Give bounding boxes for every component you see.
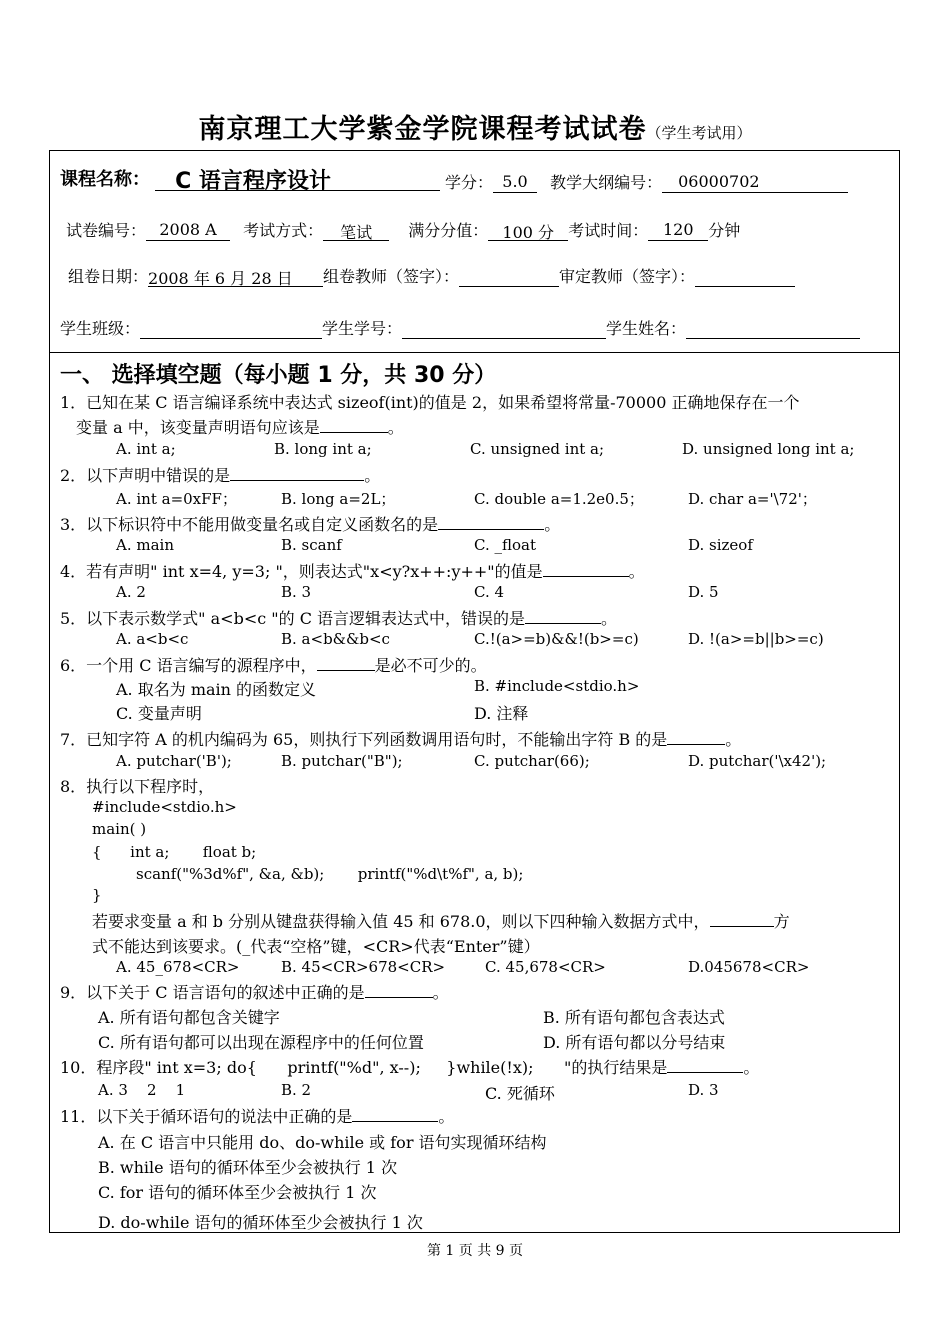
option-4a: A. 2: [116, 583, 146, 601]
student-name-label: 学生姓名：: [606, 319, 687, 338]
credit-label: 学分：: [445, 173, 494, 192]
question-6-text-pre: 6．一个用 C 语言编写的源程序中，: [60, 656, 317, 675]
option-6c: C. 变量声明: [116, 704, 202, 723]
question-1-text: 变量 a 中，该变量声明语句应该是: [76, 418, 320, 437]
option-7c: C. putchar(66);: [474, 752, 590, 770]
answer-blank-4[interactable]: [543, 560, 629, 577]
question-8-text-2: 式不能达到该要求。(_代表“空格”键，<CR>代表“Enter”键）: [92, 937, 540, 956]
question-10-end: 。: [743, 1058, 760, 1077]
option-11a: A. 在 C 语言中只能用 do、do-while 或 for 语句实现循环结构: [98, 1133, 547, 1152]
option-11c: C. for 语句的循环体至少会被执行 1 次: [98, 1183, 377, 1202]
option-8d: D.045678<CR>: [688, 958, 810, 976]
header-divider: [49, 352, 900, 353]
answer-blank-11[interactable]: [352, 1105, 438, 1122]
option-6b: B. #include<stdio.h>: [474, 677, 640, 695]
syllabus-value: 06000702: [662, 172, 848, 193]
exam-mode-value: 笔试: [323, 220, 389, 241]
credit-group: [445, 170, 848, 193]
question-9-end: 。: [432, 983, 449, 1002]
code-line-1: #include<stdio.h>: [92, 798, 237, 816]
question-4-text: 4．若有声明" int x=4, y=3; "，则表达式"x<y?x++:y++"的值是: [60, 562, 543, 581]
paper-no-value: 2008 A: [146, 220, 230, 241]
question-11-end: 。: [438, 1107, 455, 1126]
class-label: 学生班级：: [60, 319, 141, 338]
question-10: [60, 1055, 759, 1078]
answer-blank-8[interactable]: [710, 910, 774, 927]
option-1b: B. long int a;: [274, 440, 372, 458]
option-5c: C.!(a>=b)&&!(b>=c): [474, 630, 639, 648]
question-3-end: 。: [544, 515, 561, 534]
course-value: C 语言程序设计: [155, 164, 440, 191]
question-8: 8．执行以下程序时，: [60, 777, 215, 796]
exam-time-label: 考试时间：: [568, 221, 649, 240]
option-6a: A. 取名为 main 的函数定义: [116, 680, 317, 699]
option-11b: B. while 语句的循环体至少会被执行 1 次: [98, 1158, 398, 1177]
option-10d: D. 3: [688, 1081, 719, 1099]
option-4b: B. 3: [281, 583, 312, 601]
code-line-5: }: [92, 886, 102, 904]
question-6: [60, 653, 487, 676]
section-title: 一、 选择填空题（每小题 1 分，共 30 分）: [60, 363, 497, 388]
question-9-text: 9．以下关于 C 语言语句的叙述中正确的是: [60, 983, 365, 1002]
teacher-label: 组卷教师（签字）：: [323, 267, 460, 286]
question-8-text-a-end: 方: [773, 912, 790, 931]
option-7a: A. putchar('B');: [116, 752, 232, 770]
question-3-text: 3．以下标识符中不能用做变量名或自定义函数名的是: [60, 515, 439, 534]
option-6d: D. 注释: [474, 704, 529, 723]
option-9c: C. 所有语句都可以出现在源程序中的任何位置: [98, 1033, 424, 1052]
option-2a: A. int a=0xFF；: [116, 490, 237, 508]
exam-title-suffix: （学生考试用）: [646, 124, 752, 142]
option-8a: A. 45_678<CR>: [116, 958, 240, 976]
credit-value: 5.0: [493, 172, 537, 193]
option-3b: B. scanf: [281, 536, 342, 554]
full-score-value: 100 分: [488, 220, 568, 241]
option-3c: C. _float: [474, 536, 536, 554]
option-4c: C. 4: [474, 583, 505, 601]
teacher-signature-field[interactable]: [459, 266, 559, 287]
option-1a: A. int a;: [116, 440, 176, 458]
answer-blank-3[interactable]: [438, 513, 544, 530]
option-8c: C. 45,678<CR>: [485, 958, 606, 976]
answer-blank-2[interactable]: [230, 464, 364, 481]
answer-blank-1[interactable]: [320, 416, 388, 433]
answer-blank-10[interactable]: [667, 1056, 743, 1073]
option-1c: C. unsigned int a;: [470, 440, 605, 458]
option-2b: B. long a=2L；: [281, 490, 396, 508]
option-2d: D. char a='\72'；: [688, 490, 817, 508]
class-field[interactable]: [140, 318, 322, 339]
page-footer: 第 1 页 共 9 页: [426, 1243, 524, 1259]
header-row-3: [68, 264, 795, 287]
exam-time-unit: 分钟: [708, 221, 741, 240]
option-7b: B. putchar("B");: [281, 752, 403, 770]
question-7: [60, 727, 741, 750]
question-6-text-post: 是必不可少的。: [374, 656, 487, 675]
exam-mode-label: 考试方式：: [243, 221, 324, 240]
option-1d: D. unsigned long int a;: [682, 440, 855, 458]
answer-blank-9[interactable]: [365, 981, 433, 998]
option-11d: D. do-while 语句的循环体至少会被执行 1 次: [98, 1213, 423, 1232]
question-10-text: 10．程序段" int x=3; do{ printf("%d", x--); }while(!x); "的执行结果是: [60, 1058, 668, 1077]
reviewer-signature-field[interactable]: [695, 266, 795, 287]
header-row-2: [66, 218, 740, 241]
option-3a: A. main: [116, 536, 174, 554]
option-5d: D. !(a>=b||b>=c): [688, 630, 824, 648]
option-9a: A. 所有语句都包含关键字: [98, 1008, 280, 1027]
exam-title-main: 南京理工大学紫金学院课程考试试卷: [198, 114, 647, 145]
question-11-text: 11．以下关于循环语句的说法中正确的是: [60, 1107, 353, 1126]
question-9: [60, 980, 449, 1003]
question-5-text: 5．以下表示数学式" a<b<c "的 C 语言逻辑表达式中，错误的是: [60, 609, 526, 628]
answer-blank-7[interactable]: [667, 728, 725, 745]
date-value: 2008 年 6 月 28 日: [148, 266, 323, 287]
option-5a: A. a<b<c: [116, 630, 189, 648]
header-row-1: [60, 164, 440, 194]
exam-title: [0, 107, 950, 146]
student-name-field[interactable]: [686, 318, 860, 339]
exam-time-value: 120: [648, 220, 708, 241]
code-line-4: scanf("%3d%f", &a, &b); printf("%d\t%f", a, b);: [136, 865, 524, 883]
option-3d: D. sizeof: [688, 536, 753, 554]
question-11: [60, 1104, 454, 1127]
question-4-end: 。: [628, 562, 645, 581]
option-2c: C. double a=1.2e0.5；: [474, 490, 644, 508]
question-8-text-a: 若要求变量 a 和 b 分别从键盘获得输入值 45 和 678.0，则以下四种输入数据方式中，: [92, 912, 710, 931]
paper-no-label: 试卷编号：: [66, 221, 147, 240]
option-4d: D. 5: [688, 583, 719, 601]
option-5b: B. a<b&&b<c: [281, 630, 390, 648]
question-1-line-2: [76, 415, 404, 438]
option-8b: B. 45<CR>678<CR>: [281, 958, 446, 976]
date-label: 组卷日期：: [68, 267, 149, 286]
question-2-end: 。: [364, 466, 381, 485]
question-5: [60, 606, 617, 629]
question-7-text: 7．已知字符 A 的机内编码为 65，则执行下列函数调用语句时，不能输出字符 B 的是: [60, 730, 668, 749]
option-9b: B. 所有语句都包含表达式: [543, 1008, 725, 1027]
answer-blank-5[interactable]: [525, 607, 601, 624]
reviewer-label: 审定教师（签字）：: [559, 267, 696, 286]
student-id-label: 学生学号：: [322, 319, 403, 338]
answer-blank-6[interactable]: [317, 654, 375, 671]
full-score-label: 满分分值：: [408, 221, 489, 240]
question-2: [60, 463, 380, 486]
question-7-end: 。: [725, 730, 742, 749]
option-9d: D. 所有语句都以分号结束: [543, 1033, 726, 1052]
option-10a: A. 3 2 1: [98, 1081, 186, 1099]
student-id-field[interactable]: [402, 318, 606, 339]
question-4: [60, 559, 645, 582]
question-8-text-1: [92, 909, 790, 932]
question-1-line-1: 1．已知在某 C 语言编译系统中表达式 sizeof(int)的值是 2，如果希望将常量-70000 正确地保存在一个: [60, 393, 800, 412]
question-2-text: 2．以下声明中错误的是: [60, 466, 231, 485]
course-label: 课程名称：: [60, 169, 150, 190]
question-5-end: 。: [601, 609, 618, 628]
option-10c: C. 死循环: [485, 1084, 555, 1103]
option-10b: B. 2: [281, 1081, 312, 1099]
question-1-end: 。: [387, 418, 404, 437]
option-7d: D. putchar('\x42');: [688, 752, 827, 770]
code-line-2: main( ): [92, 820, 147, 838]
code-line-3: { int a; float b;: [92, 843, 257, 861]
header-row-4: [60, 316, 860, 339]
syllabus-label: 教学大纲编号：: [550, 173, 663, 192]
question-3: [60, 512, 560, 535]
